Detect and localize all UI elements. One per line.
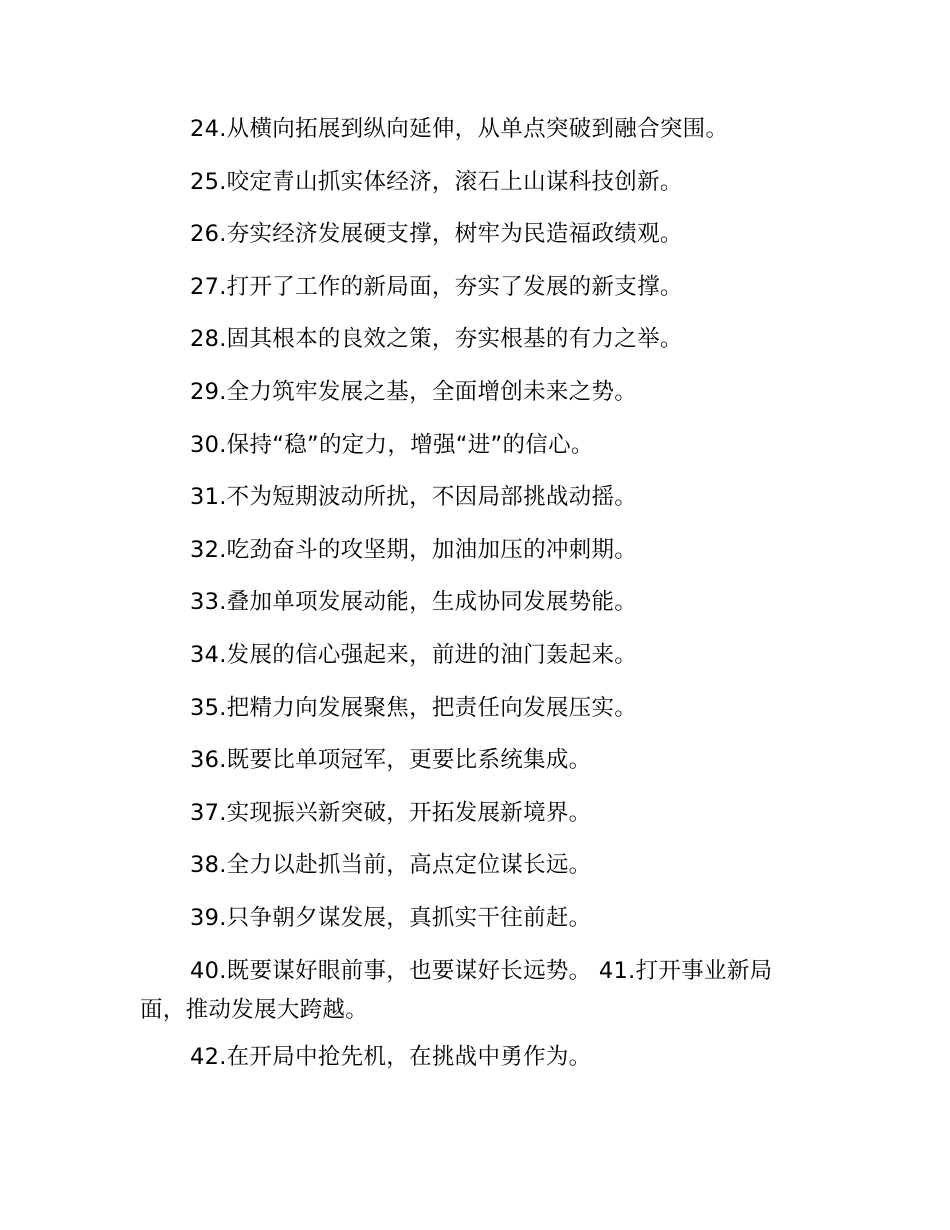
paragraph-34: 34.发展的信心强起来，前进的油门轰起来。 [190,641,638,668]
paragraph-38: 38.全力以赴抓当前，高点定位谋长远。 [190,852,592,879]
paragraph-32: 32.吃劲奋斗的攻坚期，加油加压的冲刺期。 [190,536,638,563]
paragraph-37: 37.实现振兴新突破，开拓发展新境界。 [190,799,592,826]
paragraph-28: 28.固其根本的良效之策，夯实根基的有力之举。 [190,326,683,353]
paragraph-31: 31.不为短期波动所扰，不因局部挑战动摇。 [190,484,638,511]
paragraph-36: 36.既要比单项冠军，更要比系统集成。 [190,747,592,774]
paragraph-33: 33.叠加单项发展动能，生成协同发展势能。 [190,589,638,616]
paragraph-35: 35.把精力向发展聚焦，把责任向发展压实。 [190,694,638,721]
document-body [140,116,815,1096]
paragraph-27: 27.打开了工作的新局面，夯实了发展的新支撑。 [190,273,683,300]
paragraph-24: 24.从横向拓展到纵向延伸，从单点突破到融合突围。 [190,116,729,142]
paragraph-29: 29.全力筑牢发展之基，全面增创未来之势。 [190,378,638,405]
paragraph-42: 42.在开局中抢先机，在挑战中勇作为。 [190,1043,592,1070]
paragraph-25: 25.咬定青山抓实体经济，滚石上山谋科技创新。 [190,168,683,195]
paragraph-30: 30.保持“稳”的定力，增强“进”的信心。 [190,431,594,458]
paragraph-26: 26.夯实经济发展硬支撑，树牢为民造福政绩观。 [190,221,683,248]
paragraph-40-41: 40.既要谋好眼前事，也要谋好长远势。 41.打开事业新局面，推动发展大跨越。 [140,957,773,1023]
paragraph-39: 39.只争朝夕谋发展，真抓实干往前赶。 [190,904,592,931]
